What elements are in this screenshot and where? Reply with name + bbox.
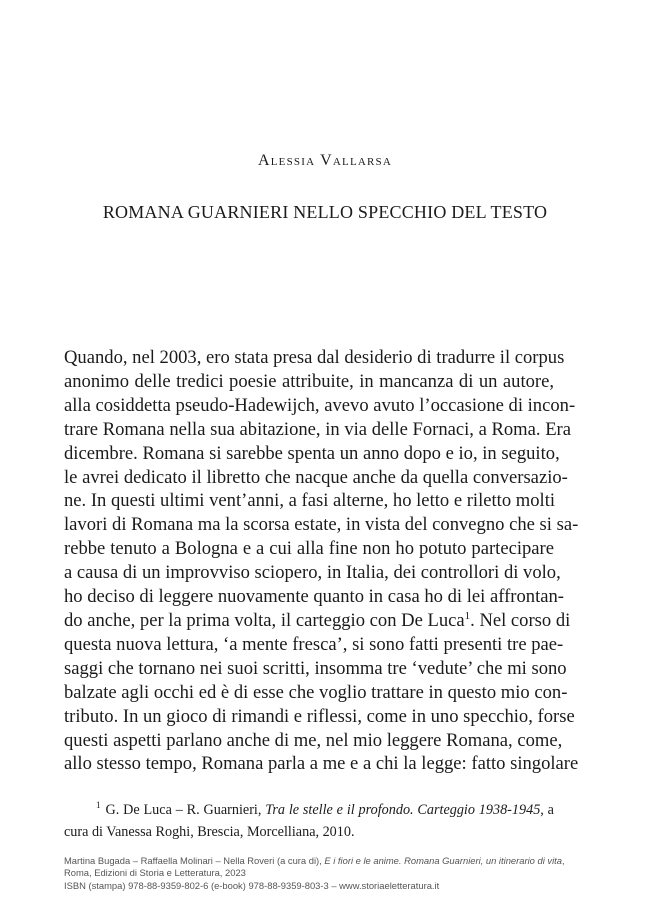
- body-line: allo stesso tempo, Romana parla a me e a chi la legge: fatto singolare: [64, 753, 579, 775]
- imprint-isbn[interactable]: ISBN (stampa) 978-88-9359-802-6 (e-book) 978-88-9359-803-3 – www.storiaeletteratura.it: [64, 879, 440, 891]
- body-line: ne. In questi ultimi vent’anni, a fasi alterne, ho letto e riletto molti: [64, 490, 556, 512]
- author-name: Alessia Vallarsa: [257, 152, 393, 169]
- footnote-line: [64, 800, 554, 822]
- body-line: anonimo delle tredici poesie attribuite, in mancanza di un autore,: [64, 370, 554, 392]
- imprint-editors: Martina Bugada – Raffaella Molinari – Nella Roveri (a cura di),: [64, 855, 325, 866]
- body-line: le avrei dedicato il libretto che nacque anche da quella conversazio-: [64, 466, 568, 488]
- body-line-text: do anche, per la prima volta, il carteggio con De Luca: [64, 609, 465, 631]
- imprint-publisher: Roma, Edizioni di Storia e Letteratura, 2023: [64, 867, 246, 879]
- footnote-text-tail: , a: [540, 802, 554, 818]
- footnote-reference[interactable]: 1: [464, 609, 471, 622]
- body-line-tail: . Nel corso di: [470, 609, 571, 631]
- body-line: lavori di Romana ma la scorsa estate, in vista del convegno che si sa-: [64, 514, 579, 536]
- footnote: [64, 800, 554, 843]
- chapter-title: ROMANA GUARNIERI NELLO SPECCHIO DEL TESTO: [102, 202, 548, 222]
- body-paragraph: [64, 346, 579, 776]
- body-line: balzate agli occhi ed è di esse che voglio trattare in questo mio con-: [64, 681, 568, 703]
- body-line-with-footnote-ref: [64, 609, 571, 633]
- body-line: trare Romana nella sua abitazione, in via delle Fornaci, a Roma. Era: [64, 418, 571, 440]
- body-line: questa nuova lettura, ‘a mente fresca’, si sono fatti presenti tre pae-: [64, 633, 564, 655]
- imprint-line: [64, 855, 564, 867]
- footnote-line: cura di Vanessa Roghi, Brescia, Morcelliana, 2010.: [64, 823, 355, 840]
- imprint-block: [64, 855, 564, 892]
- body-line: alla cosiddetta pseudo-Hadewijch, avevo avuto l’occasione di incon-: [64, 394, 576, 416]
- body-line: ho deciso di leggere nuovamente quanto in casa ho di lei affrontan-: [64, 586, 564, 608]
- body-line: questi aspetti parlano anche di me, nel mio leggere Romana, come,: [64, 729, 563, 751]
- body-line: Quando, nel 2003, ero stata presa dal desiderio di tradurre il corpus: [64, 347, 565, 368]
- body-line: saggi che tornano nei suoi scritti, insomma tre ‘vedute’ che mi sono: [64, 657, 567, 679]
- body-line: dicembre. Romana si sarebbe spenta un anno dopo e io, in seguito,: [64, 442, 560, 464]
- imprint-book-title: E i fiori e le anime. Romana Guarnieri, un itinerario di vita: [324, 855, 562, 866]
- body-line: a causa di un improvviso sciopero, in Italia, dei controllori di volo,: [64, 562, 561, 584]
- body-line: tributo. In un gioco di rimandi e riflessi, come in uno specchio, forse: [64, 705, 575, 727]
- footnote-book-title: Tra le stelle e il profondo. Carteggio 1938-1945: [265, 802, 541, 818]
- footnote-text: G. De Luca – R. Guarnieri,: [105, 802, 266, 818]
- footnote-number: 1: [96, 800, 101, 811]
- body-line: rebbe tenuto a Bologna e a cui alla fine non ho potuto partecipare: [64, 538, 554, 560]
- imprint-punct: ,: [561, 855, 565, 866]
